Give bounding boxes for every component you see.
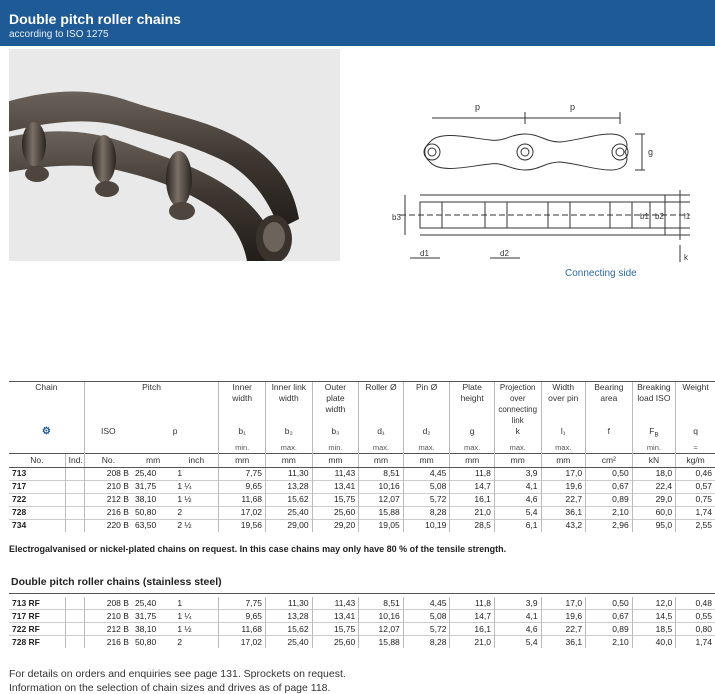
cell-b1: 17,02 — [219, 506, 266, 519]
cell-g: 14,7 — [450, 480, 495, 493]
unit-d1: mm — [359, 453, 404, 467]
unit-p-mm: mm — [132, 453, 174, 467]
pitch-label-1: p — [475, 102, 481, 112]
sub-b3: min. — [312, 442, 359, 454]
header-inner-link-width: Inner link width — [266, 382, 313, 427]
cell-q: 2,55 — [676, 519, 715, 532]
connecting-side-label: Connecting side — [565, 268, 637, 279]
table-row — [9, 636, 715, 649]
cell-p-mm: 25,40 — [134, 468, 157, 479]
sub-b2: max. — [266, 442, 313, 454]
cell-p-in: 1 ¼ — [174, 610, 219, 623]
sub-g: max. — [450, 442, 495, 454]
dimension-diagram — [380, 90, 710, 290]
table-row — [9, 610, 715, 623]
cell-fb: 22,4 — [632, 480, 675, 493]
section-divider — [9, 593, 715, 594]
cell-f: 0,50 — [586, 467, 633, 480]
cell-d1: 10,16 — [359, 480, 404, 493]
cell-b2: 13,28 — [265, 610, 312, 623]
cell-d1: 8,51 — [359, 467, 404, 480]
cell-p-in: 1 ½ — [174, 493, 219, 506]
cell-b2: 15,62 — [266, 493, 313, 506]
cell-no: 717 — [9, 480, 65, 493]
symbol-iso: ISO — [84, 426, 132, 442]
cell-no: 728 RF — [9, 636, 65, 649]
cell-d2: 4,45 — [403, 597, 450, 610]
header-breaking-load: Breaking load ISO — [632, 382, 675, 427]
cell-b2: 29,00 — [266, 519, 313, 532]
cell-q: 1,74 — [676, 506, 715, 519]
cell-f: 2,96 — [586, 519, 633, 532]
cell-ind — [65, 610, 84, 623]
cell-p-mm: 38,10 — [132, 623, 174, 636]
header-bearing-area: Bearing area — [586, 382, 633, 427]
stainless-spec-table — [9, 597, 715, 648]
unit-g: mm — [450, 453, 495, 467]
cell-no: 713 — [12, 468, 27, 479]
unit-b2: mm — [266, 453, 313, 467]
cell-iso: 210 B — [84, 610, 132, 623]
b1-label: b1 — [640, 212, 649, 221]
cell-d1: 12,07 — [359, 623, 404, 636]
cell-l1: 22,7 — [541, 623, 586, 636]
header-pin: Pin Ø — [403, 382, 450, 427]
cell-ind — [65, 636, 84, 649]
cell-k: 4,6 — [494, 623, 541, 636]
cell-b2: 11,30 — [266, 467, 313, 480]
cell-ind — [65, 506, 84, 519]
cell-iso: 208 B — [84, 467, 132, 480]
cell-d2: 4,45 — [403, 467, 450, 480]
cell-b1: 17,02 — [219, 636, 266, 649]
cell-d1: 10,16 — [359, 610, 404, 623]
header-pitch: Pitch — [84, 382, 219, 427]
cell-d1: 15,88 — [359, 506, 404, 519]
cell-q: 1,74 — [676, 636, 715, 649]
cell-p-mm: 63,50 — [132, 519, 174, 532]
symbol-d1: d₁ — [359, 426, 404, 442]
stainless-section-title: Double pitch roller chains (stainless steel) — [11, 576, 222, 588]
cell-b3: 11,43 — [312, 597, 359, 610]
table-row — [9, 519, 715, 532]
d2-label: d2 — [500, 249, 509, 258]
sub-l1: max. — [541, 442, 586, 454]
cell-p-in: 1 ½ — [174, 623, 219, 636]
cell-q: 0,80 — [676, 623, 715, 636]
cell-fb: 60,0 — [632, 506, 675, 519]
cell-l1: 36,1 — [541, 636, 586, 649]
cell-k: 5,4 — [494, 506, 541, 519]
sub-b1: min. — [219, 442, 266, 454]
symbol-g: g — [450, 426, 495, 442]
cell-l1: 43,2 — [541, 519, 586, 532]
cell-iso: 212 B — [84, 493, 132, 506]
sub-k: max. — [494, 442, 541, 454]
unit-p-inch: inch — [174, 453, 219, 467]
chain-technical-drawing — [380, 90, 710, 290]
table-row — [9, 480, 715, 493]
unit-l1: mm — [541, 453, 586, 467]
cell-b1: 19,56 — [219, 519, 266, 532]
cell-k: 3,9 — [494, 597, 541, 610]
cell-p-in: 2 — [174, 506, 219, 519]
cell-b2: 13,28 — [266, 480, 313, 493]
cell-b2: 11,30 — [265, 597, 312, 610]
k-label: k — [684, 253, 688, 262]
cell-b3: 15,75 — [312, 623, 359, 636]
cell-q: 0,57 — [676, 480, 715, 493]
cell-p-mm: 50,80 — [132, 636, 174, 649]
cell-no: 722 RF — [9, 623, 65, 636]
cell-d2: 5,08 — [403, 480, 450, 493]
cell-g: 16,1 — [450, 493, 495, 506]
cell-p-in: 1 — [177, 468, 183, 479]
cell-f: 2,10 — [586, 506, 633, 519]
cell-no: 734 — [9, 519, 65, 532]
cell-iso: 212 B — [84, 623, 132, 636]
pitch-label-2: p — [570, 102, 576, 112]
header-inner-width: Inner width — [219, 382, 266, 427]
table-row — [9, 506, 715, 519]
g-label: g — [648, 147, 654, 157]
cell-g: 28,5 — [450, 519, 495, 532]
symbol-fb: $F_B$ — [632, 426, 675, 442]
cell-b3: 29,20 — [312, 519, 359, 532]
page-title: Double pitch roller chains — [9, 11, 181, 27]
cell-b3: 15,75 — [312, 493, 359, 506]
cell-iso: 220 B — [84, 519, 132, 532]
chain-spec-table — [9, 381, 715, 532]
cell-f: 2,10 — [586, 636, 633, 649]
cell-b3: 25,60 — [312, 636, 359, 649]
cell-b3: 11,43 — [312, 467, 359, 480]
cell-fb: 12,0 — [632, 597, 675, 610]
page-header — [0, 0, 715, 46]
cell-d2: 8,28 — [403, 506, 450, 519]
cell-b2: 15,62 — [265, 623, 312, 636]
cell-d1: 19,05 — [359, 519, 404, 532]
cell-q: 0,46 — [676, 467, 715, 480]
cell-l1: 22,7 — [541, 493, 586, 506]
cell-f: 0,67 — [586, 480, 633, 493]
unit-no: No. — [9, 453, 65, 467]
cell-iso: 208 B — [84, 597, 132, 610]
cell-g: 21,0 — [450, 636, 495, 649]
cell-l1: 17,0 — [541, 597, 586, 610]
cell-no: 717 RF — [9, 610, 65, 623]
unit-iso-no: No. — [84, 453, 132, 467]
table-row — [9, 467, 715, 480]
cell-ind — [65, 493, 84, 506]
cell-no: 713 RF — [12, 597, 40, 608]
b2-label: b2 — [655, 212, 664, 221]
cell-p-in: 2 — [174, 636, 219, 649]
cell-k: 4,1 — [494, 480, 541, 493]
unit-fb: kN — [632, 453, 675, 467]
cell-fb: 29,0 — [632, 493, 675, 506]
cell-p-mm: 31,75 — [132, 480, 174, 493]
cell-no: 728 — [9, 506, 65, 519]
symbol-p: p — [172, 426, 178, 436]
cell-p-in: 2 ½ — [174, 519, 219, 532]
cell-ind — [65, 467, 84, 480]
cell-ind — [65, 480, 84, 493]
cell-iso: 210 B — [84, 480, 132, 493]
symbol-b3: b₃ — [312, 426, 359, 442]
cell-iso: 216 B — [84, 636, 132, 649]
cell-b1: 9,65 — [219, 610, 266, 623]
cell-b1: 7,75 — [219, 597, 266, 610]
plating-note: Electrogalvanised or nickel-plated chains on request. In this case chains may only have 80 % of the tensile strength. — [9, 544, 507, 554]
header-roller: Roller Ø — [359, 382, 404, 427]
page-subtitle: according to ISO 1275 — [9, 29, 109, 40]
table-row — [9, 623, 715, 636]
cell-d2: 5,72 — [403, 493, 450, 506]
cell-d2: 8,28 — [403, 636, 450, 649]
cell-f: 0,89 — [586, 493, 633, 506]
cell-l1: 19,6 — [541, 480, 586, 493]
cell-k: 4,1 — [494, 610, 541, 623]
cell-b1: 9,65 — [219, 480, 266, 493]
cell-k: 5,4 — [494, 636, 541, 649]
unit-q: kg/m — [676, 453, 715, 467]
symbol-k: k — [494, 426, 541, 442]
unit-b1: mm — [219, 453, 266, 467]
symbol-f: f — [586, 426, 633, 442]
cell-p-in: 1 — [177, 597, 183, 608]
cell-f: 0,89 — [586, 623, 633, 636]
header-projection: Projection over connecting link — [494, 382, 541, 427]
sub-d2: max. — [403, 442, 450, 454]
cell-f: 0,67 — [586, 610, 633, 623]
symbol-d2: d₂ — [403, 426, 450, 442]
cell-l1: 19,6 — [541, 610, 586, 623]
cell-p-mm: 38,10 — [132, 493, 174, 506]
cell-l1: 17,0 — [541, 467, 586, 480]
cell-ind — [65, 597, 84, 610]
cell-p-in: 1 ¼ — [174, 480, 219, 493]
cell-p-mm: 50,80 — [132, 506, 174, 519]
cell-d1: 15,88 — [359, 636, 404, 649]
cell-b3: 25,60 — [312, 506, 359, 519]
cell-b2: 25,40 — [265, 636, 312, 649]
table-row — [9, 597, 715, 610]
cell-g: 16,1 — [450, 623, 495, 636]
cell-p-mm: 31,75 — [132, 610, 174, 623]
cell-fb: 40,0 — [632, 636, 675, 649]
l1-label: l1 — [684, 212, 691, 221]
footer-orders-note: For details on orders and enquiries see page 131. Sprockets on request. — [9, 668, 346, 680]
cell-l1: 36,1 — [541, 506, 586, 519]
b3-label: b3 — [392, 213, 401, 222]
cell-d2: 5,72 — [403, 623, 450, 636]
unit-d2: mm — [403, 453, 450, 467]
cell-ind — [65, 623, 84, 636]
cell-fb: 18,5 — [632, 623, 675, 636]
cell-q: 0,48 — [676, 597, 715, 610]
cell-d1: 12,07 — [359, 493, 404, 506]
cell-g: 21,0 — [450, 506, 495, 519]
footer-selection-note: Information on the selection of chain sizes and drives as of page 118. — [9, 682, 331, 694]
cell-f: 0,50 — [586, 597, 633, 610]
cell-iso: 216 B — [84, 506, 132, 519]
gear-icon: ⚙ — [41, 426, 51, 437]
table-row — [9, 493, 715, 506]
cell-no: 722 — [9, 493, 65, 506]
unit-b3: mm — [312, 453, 359, 467]
cell-q: 0,55 — [676, 610, 715, 623]
symbol-l1: l₁ — [541, 426, 586, 442]
cell-b1: 11,68 — [219, 623, 266, 636]
unit-f: cm² — [586, 453, 633, 467]
symbol-q: q — [676, 426, 715, 442]
header-outer-plate-width: Outer plate width — [312, 382, 359, 427]
cell-b2: 25,40 — [266, 506, 313, 519]
cell-d2: 5,08 — [403, 610, 450, 623]
d1-label: d1 — [420, 249, 429, 258]
cell-fb: 95,0 — [632, 519, 675, 532]
cell-k: 3,9 — [494, 467, 541, 480]
symbol-b2: b₂ — [266, 426, 313, 442]
header-chain: Chain — [9, 382, 84, 427]
sub-q: ≈ — [676, 442, 715, 454]
cell-b1: 7,75 — [219, 467, 266, 480]
cell-fb: 18,0 — [632, 467, 675, 480]
chain-photo — [9, 49, 340, 261]
cell-d2: 10,19 — [403, 519, 450, 532]
cell-b3: 13,41 — [312, 480, 359, 493]
cell-b1: 11,68 — [219, 493, 266, 506]
cell-b3: 13,41 — [312, 610, 359, 623]
roller-chain-image — [9, 49, 340, 261]
header-width-over-pin: Width over pin — [541, 382, 586, 427]
cell-g: 11,8 — [450, 467, 495, 480]
cell-g: 14,7 — [450, 610, 495, 623]
cell-k: 4,6 — [494, 493, 541, 506]
header-plate-height: Plate height — [450, 382, 495, 427]
cell-k: 6,1 — [494, 519, 541, 532]
cell-q: 0,75 — [676, 493, 715, 506]
cell-p-mm: 25,40 — [134, 597, 157, 608]
unit-ind: Ind. — [65, 453, 84, 467]
cell-fb: 14,5 — [632, 610, 675, 623]
sub-fb: min. — [632, 442, 675, 454]
sub-d1: max. — [359, 442, 404, 454]
cell-ind — [65, 519, 84, 532]
cell-d1: 8,51 — [359, 597, 404, 610]
header-weight: Weight — [676, 382, 715, 427]
symbol-b1: b₁ — [219, 426, 266, 442]
cell-g: 11,8 — [450, 597, 495, 610]
unit-k: mm — [494, 453, 541, 467]
